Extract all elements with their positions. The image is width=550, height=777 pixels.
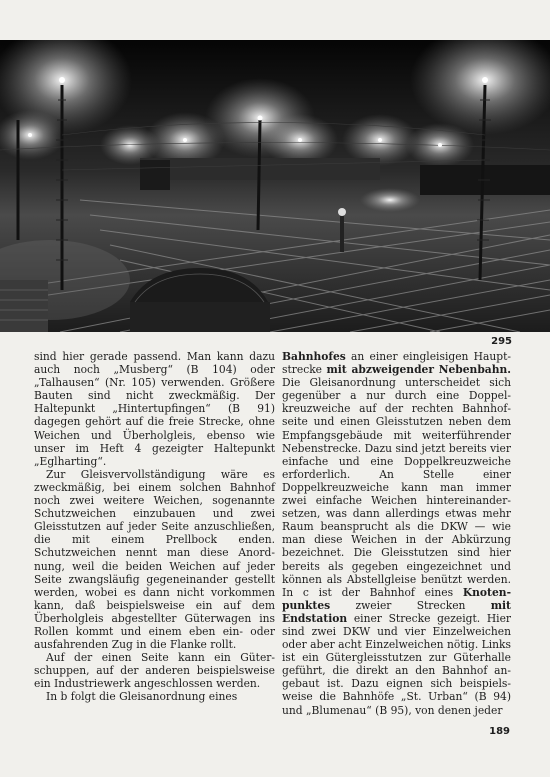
bold-term: Bahnhofes	[282, 350, 346, 363]
bold-term: Knotenpunktes	[282, 585, 511, 612]
night-railway-yard-photo	[0, 40, 550, 332]
page-number: 189	[489, 726, 510, 737]
right-text-column	[282, 350, 511, 717]
paragraph: sind hier gerade passend. Man kann dazu auch noch „Musberg“ (B 104) oder „Talhausen“ (Nr. 105) verwenden. Größere Bauten sind nicht zweckmäßig. Der Haltepunkt „Hintertupfingen“ (B 91) dagegen gehört auf die freie Strecke, ohne Weichen und Überholgleis, ebenso wie unser im Heft 4 gezeigter Haltepunkt „Eglharting“.	[34, 350, 275, 468]
paragraph	[282, 350, 511, 717]
bold-term: mit abzweigender Nebenbahn.	[326, 363, 511, 377]
photo-illustration	[0, 40, 550, 332]
text-run: zweier Strecken	[330, 598, 491, 612]
paragraph: Zur Gleisvervollständigung wäre es zweckmäßig, bei einem solchen Bahnhof noch zwei weitere Weichen, sogenannte Schutzweichen einzubauen und zwei Gleisstutzen auf jeder Seite anzuschließen, die mit einem Prellbock enden. Schutzweichen nennt man diese Anordnung, weil die beiden Weichen auf jeder Seite zwangsläufig gegeneinander gestellt werden, wobei es dann nicht vorkommen kann, daß beispielsweise ein auf dem Überholgleis abgestellter Güterwagen ins Rollen kommt und einem eben ein- oder ausfahrenden Zug in die Flanke rollt.	[34, 467, 275, 652]
left-text-column	[34, 350, 275, 704]
paragraph: Auf der einen Seite kann ein Güterschuppen, auf der anderen beispielsweise ein Industriewerk angeschlossen werden.	[34, 651, 275, 691]
bold-term: mit Endstation	[282, 598, 511, 625]
text-run: an einer eingleisigen Hauptstrecke	[282, 350, 511, 377]
text-run: einer Strecke gezeigt. Hier sind zwei DKW und vier Einzelweichen oder aber acht Einzelweichen nötig. Links ist ein Gütergleisstutzen zur Güterhalle geführt, die direkt an den Bahnhof angebaut ist. Dazu eignen sich beispielsweise die Bahnhöfe „St. Urban“ (B 94) und „Blumenau“ (B 95), von denen jeder	[282, 611, 511, 717]
figure-number: 295	[491, 336, 512, 347]
paragraph: In b folgt die Gleisanordnung eines	[46, 690, 238, 704]
text-run: Die Gleisanordnung unterscheidet sich gegenüber a nur durch eine Doppelkreuzweiche auf der rechten Bahnhofseite und einen Gleisstutzen neben dem Empfangsgebäude mit weiterführender Nebenstrecke. Dazu sind jetzt bereits vier einfache und eine Doppelkreuzweiche erforderlich. An Stelle einer Doppelkreuzweiche kann man immer zwei einfache Weichen hintereinandersetzen, was dann allerdings etwas mehr Raum beansprucht als die DKW — wie man diese Weichen in der Abkürzung bezeichnet. Die Gleisstutzen sind hier bereits als gegeben eingezeichnet und können als Abstellgleise benützt werden. In c ist der Bahnhof eines	[282, 376, 511, 599]
